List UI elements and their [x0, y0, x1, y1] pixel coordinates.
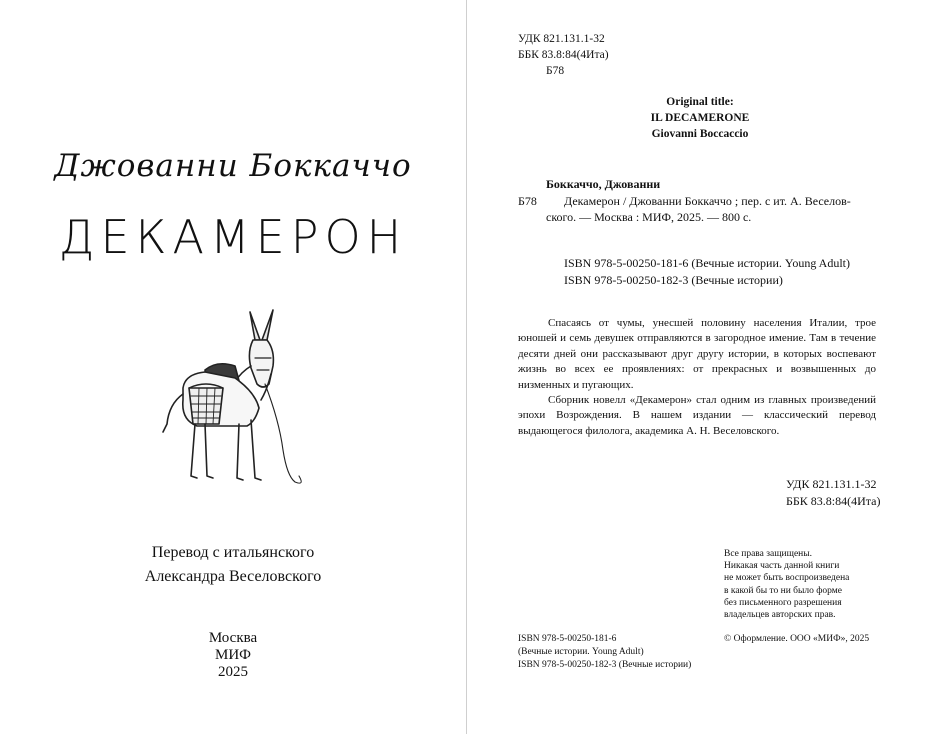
donkey-illustration: [155, 300, 315, 495]
original-author: Giovanni Boccaccio: [651, 128, 749, 140]
translator-line-2: Александра Веселовского: [144, 568, 322, 585]
bbk-code-bottom: ББК 83.8:84(4Ита): [786, 494, 881, 508]
udk-code: УДК 821.131.1-32: [518, 33, 605, 45]
rights-line: владельцев авторских прав.: [724, 610, 836, 621]
publisher-name: МИФ: [214, 647, 252, 663]
author-name: Джованни Боккаччо: [54, 148, 412, 184]
annotation-paragraph-1: Спасаясь от чумы, унесшей половину населения Италии, трое юношей и семь девушек отправляются в загородное имение. Там в течение десяти дней они рассказывают друг другу истории, в которых воспевают жизнь во всех ее проявлениях: от прекрасных и возвышенных до низменных и пугающих.: [518, 317, 876, 391]
annotation-paragraph-2: Сборник новелл «Декамерон» стал одним из главных произведений эпохи Возрождения. В нашем издании — классический перевод выдающегося филолога, академика А. Н. Веселовского.: [518, 394, 876, 437]
catalog-mark: Б78: [518, 194, 537, 208]
book-title: ДЕКАМЕРОН: [58, 210, 408, 264]
catalog-description-line-2: ского. — Москва : МИФ, 2025. — 800 с.: [546, 210, 752, 224]
catalog-author: Боккаччо, Джованни: [546, 177, 661, 191]
annotation: [518, 316, 876, 439]
publication-city: Москва: [208, 630, 258, 646]
rights-notice: [724, 548, 849, 621]
copyright-notice: © Оформление. ООО «МИФ», 2025: [724, 634, 870, 644]
page-gutter: [466, 0, 467, 734]
isbn-young-adult: ISBN 978-5-00250-181-6 (Вечные истории. Young Adult): [564, 256, 851, 270]
publication-year: 2025: [218, 664, 248, 680]
rights-line: без письменного разрешения: [724, 597, 842, 608]
original-title: IL DECAMERONE: [650, 112, 750, 124]
translator-line-1: Перевод с итальянского: [151, 544, 315, 561]
rights-line: Все права защищены.: [724, 549, 813, 559]
isbn-eternal-stories: ISBN 978-5-00250-182-3 (Вечные истории): [564, 273, 783, 287]
footer-isbn-1: ISBN 978-5-00250-181-6: [518, 634, 617, 644]
bbk-code: ББК 83.8:84(4Ита): [518, 49, 609, 61]
catalog-description-line-1: Декамерон / Джованни Боккаччо ; пер. с ит. А. Веселов-: [564, 194, 851, 208]
footer-isbn-2: ISBN 978-5-00250-182-3 (Вечные истории): [518, 660, 692, 670]
rights-line: в какой бы то ни было форме: [724, 585, 842, 596]
original-title-label: Original title:: [666, 96, 734, 108]
udk-code-bottom: УДК 821.131.1-32: [786, 477, 877, 491]
footer-series-1: (Вечные истории. Young Adult): [518, 647, 644, 657]
rights-line: не может быть воспроизведена: [724, 573, 850, 584]
author-mark: Б78: [546, 65, 565, 77]
rights-line: Никакая часть данной книги: [724, 561, 840, 572]
